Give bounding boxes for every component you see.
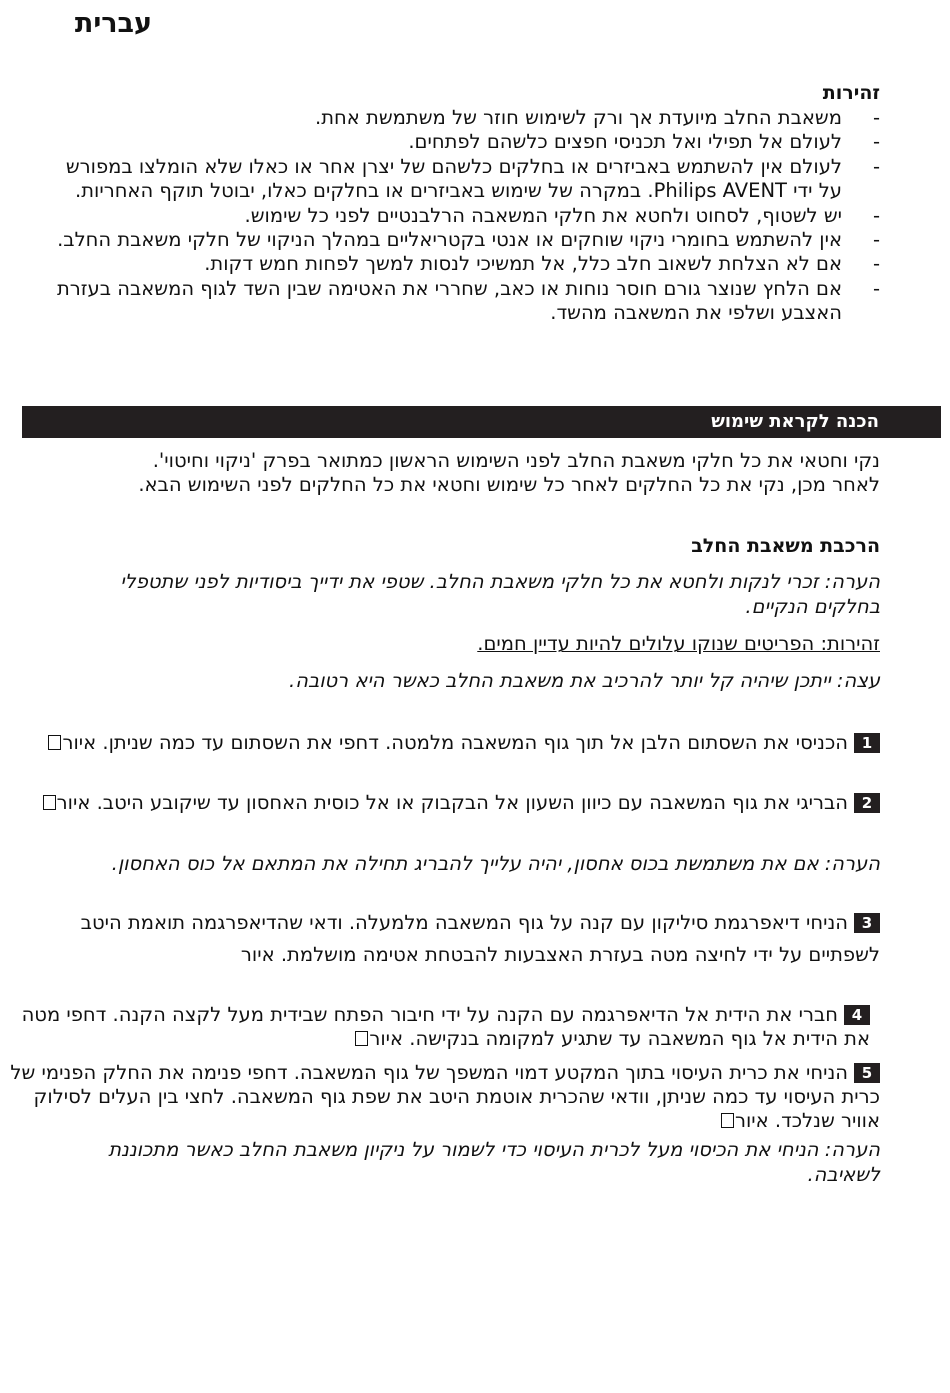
page-title: עברית	[74, 8, 152, 39]
figure-box-icon	[48, 735, 61, 750]
step-1	[10, 731, 880, 755]
step-text: הכניסי את השסתום הלבן אל תוך גוף המשאבה מלמטה. דחפי את השסתום עד כמה שניתן.	[102, 731, 848, 754]
assembly-heading: הרכבת משאבת החלב	[691, 535, 880, 557]
warnings-list	[40, 106, 880, 326]
prep-section-heading: הכנה לקראת שימוש	[22, 406, 941, 438]
list-item: - לעולם אין להשתמש באביזרים או בחלקים כלשהם של יצרן אחר או כאלו שלא הומלצו במפורש על ידי Philips AVENT. במקרה של שימוש באביזרים או בחלקים כאלו, יבוטל תוקף האחריות.	[65, 154, 880, 203]
figure-ref: איור	[240, 943, 275, 966]
assembly-tip: עצה: ייתכן שיהיה קל יותר להרכיב את משאבת החלב כאשר היא רטובה.	[289, 669, 880, 692]
figure-box-icon	[721, 1113, 734, 1128]
step-number-badge: 3	[854, 913, 880, 933]
prep-line-2: לאחר מכן, נקי את כל החלקים לאחר כל שימוש וחטאי את כל החלקים לפני השימוש הבא.	[138, 473, 880, 496]
step-number-badge: 4	[844, 1005, 870, 1025]
assembly-note: הערה: זכרי לנקות ולחטא את כל חלקי משאבת החלב. שטפי את ידייך ביסודיות לפני שתטפלי בחלקים הנקיים.	[120, 570, 880, 618]
assembly-warning: זהירות: הפריטים שנוקו עלולים להיות עדיין חמים.	[477, 632, 880, 655]
step-5	[10, 1061, 880, 1133]
list-item: - אם הלחץ שנוצר גורם חוסר נוחות או כאב, שחררי את האטימה שבין השד לגוף המשאבה בעזרת האצבע ושלפי את המשאבה מהשד.	[56, 276, 880, 325]
warnings-heading: זהירות	[822, 82, 880, 104]
step-4	[0, 1003, 870, 1051]
figure-box-icon	[355, 1031, 368, 1046]
step-2	[10, 791, 880, 815]
step-text: חברי את הידית אל הדיאפרגמה עם הקנה על ידי חיבור הפתח שבידית מעל לקצה הקנה. דחפי מטה את הידית אל גוף המשאבה עד שתגיע למקומה בנקישה.	[21, 1003, 870, 1050]
prep-line-1: נקי וחטאי את כל חלקי משאבת החלב לפני השימוש הראשון כמתואר בפרק 'ניקוי וחיטוי'.	[152, 449, 880, 472]
figure-ref: איור	[62, 731, 97, 754]
step-5-note: הערה: הניחי את הכיסוי מעל לכרית העיסוי כדי לשמור על ניקיון משאבת החלב כאשר מתכוננת לשאיבה.	[108, 1138, 880, 1186]
list-item: - אין להשתמש בחומרי ניקוי שוחקים או אנטי בקטריאליים במהלך הניקוי של חלקי משאבת החלב.	[57, 228, 880, 252]
figure-box-icon	[43, 795, 56, 810]
list-item: - משאבת החלב מיועדת אך ורק לשימוש חוזר של משתמשת אחת.	[315, 106, 880, 129]
list-item: - אם לא הצלחת לשאוב חלב כלל, אל תמשיכי לנסות למשך לפחות חמש דקות.	[204, 252, 880, 276]
step-3	[10, 907, 880, 971]
step-2-note: הערה: אם את משתמשת בכוס אחסון, יהיה עלייך להבריג תחילה את המתאם אל כוס האחסון.	[111, 852, 880, 875]
step-text: הניחי את כרית העיסוי בתוך המקטע דמוי המשפך של גוף המשאבה. דחפי פנימה את החלק הפנימי של כרית העיסוי עד כמה שניתן, וודאי שהכרית אוטמת היטב את שפת גוף המשאבה. לחצי בין העלים לסילוק אוויר שנלכד.	[10, 1061, 880, 1132]
step-number-badge: 1	[854, 733, 880, 753]
step-text: הבריגי את גוף המשאבה עם כיוון השעון אל הבקבוק או אל כוסית האחסון עד שיקובע היטב.	[96, 791, 848, 814]
figure-ref: איור	[734, 1109, 769, 1132]
prep-text	[30, 449, 880, 497]
step-number-badge: 5	[854, 1063, 880, 1083]
step-text: הניחי דיאפרגמת סיליקון עם קנה על גוף המשאבה מלמעלה. ודאי שהדיאפרגמה תואמת היטב לשפתיים על ידי לחיצה מטה בעזרת האצבעות להבטחת אטימה מושלמת.	[80, 911, 880, 966]
list-item: - יש לשטוף, לסחוט ולחטא את חלקי המשאבה הרלבנטיים לפני כל שימוש.	[244, 203, 880, 227]
figure-ref: איור	[369, 1027, 404, 1050]
figure-ref: איור	[56, 791, 91, 814]
list-item: - לעולם אל תפילי ואל תכניסי חפצים כלשהם לפתחים.	[408, 130, 880, 154]
step-number-badge: 2	[854, 793, 880, 813]
